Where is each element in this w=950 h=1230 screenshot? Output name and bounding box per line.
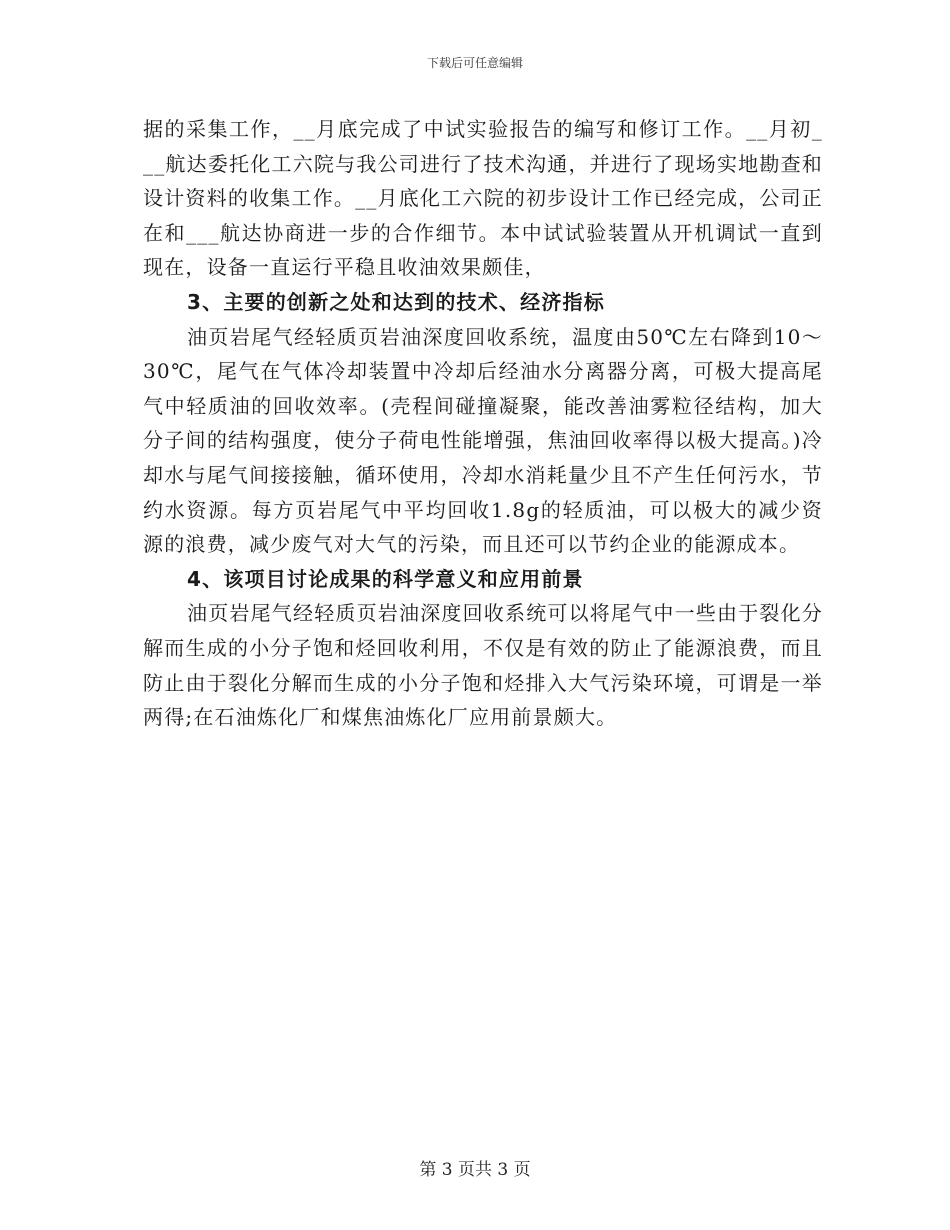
section-heading-4: 4、该项目讨论成果的科学意义和应用前景 (187, 566, 584, 591)
paragraph-continued: 据的采集工作，__月底完成了中试实验报告的编写和修订工作。__月初___航达委托化工六院与我公司进行了技术沟通，并进行了现场实地勘查和设计资料的收集工作。__月底化工六院的初步设计工作已经完成，公司正在和___航达协商进一步的合作细节。本中试试验装置从开机调试一直到现在，设备一直运行平稳且收油效果颇佳， (143, 117, 823, 280)
document-body (143, 112, 823, 735)
paragraph-significance: 油页岩尾气经轻质页岩油深度回收系统可以将尾气中一些由于裂化分解而生成的小分子饱和烃回收利用，不仅是有效的防止了能源浪费，而且防止由于裂化分解而生成的小分子饱和烃排入大气污染环境，可谓是一举两得;在石油炼化厂和煤焦油炼化厂应用前景颇大。 (143, 601, 823, 730)
paragraph-innovation: 油页岩尾气经轻质页岩油深度回收系统，温度由50℃左右降到10～30℃，尾气在气体冷却装置中冷却后经油水分离器分离，可极大提高尾气中轻质油的回收效率。(壳程间碰撞凝聚，能改善油雾粒径结构，加大分子间的结构强度，使分子荷电性能增强，焦油回收率得以极大提高。)冷却水与尾气间接接触，循环使用，冷却水消耗量少且不产生任何污水，节约水资源。每方页岩尾气中平均回收1.8g的轻质油，可以极大的减少资源的浪费，减少废气对大气的污染，而且还可以节约企业的能源成本。 (143, 324, 823, 557)
page-header: 下载后可任意编辑 (426, 56, 523, 70)
section-heading-3: 3、主要的创新之处和达到的技术、经济指标 (187, 289, 605, 314)
page-number: 第 3 页共 3 页 (419, 1160, 531, 1180)
